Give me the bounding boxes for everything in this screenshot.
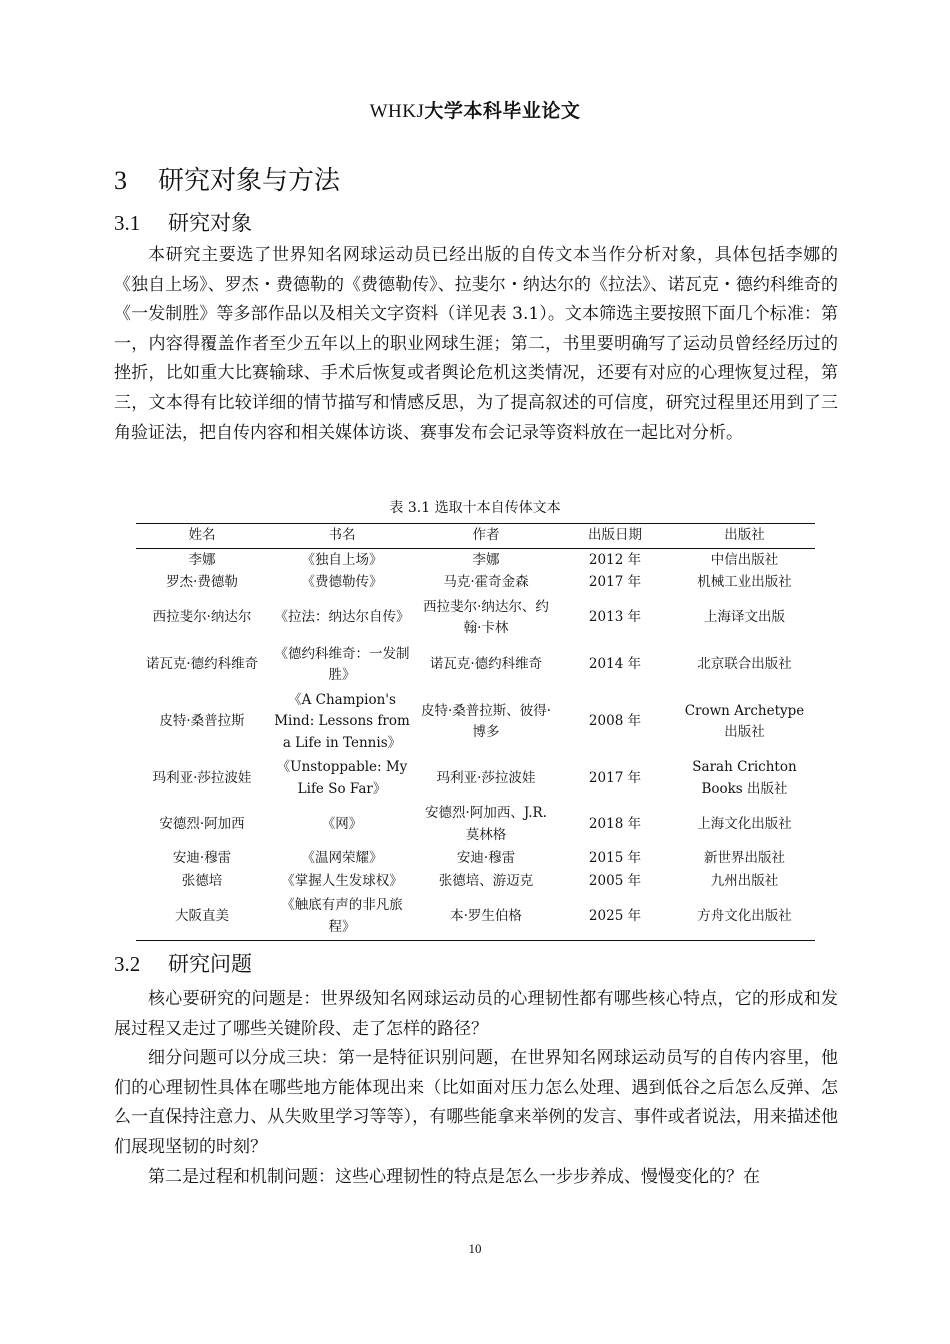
cell-book: 《温网荣耀》 xyxy=(301,850,383,867)
table-row xyxy=(136,848,815,871)
section-3-2-paragraph-1: 核心要研究的问题是：世界级知名网球运动员的心理韧性都有哪些核心特点，它的形成和发展过程又走过了哪些关键阶段、走了怎样的路径？ xyxy=(114,989,838,1039)
table-row xyxy=(136,802,815,848)
section-3-1-paragraph: 本研究主要选了世界知名网球运动员已经出版的自传文本当作分析对象，具体包括李娜的《独自上场》、罗杰・费德勒的《费德勒传》、拉斐尔・纳达尔的《拉法》、诺瓦克・德约科维奇的《一发制胜》等多部作品以及相关文字资料（详见表 3.1）。文本筛选主要按照下面几个标准：第一，内容得覆盖作者至少五年以上的职业网球生涯；第二，书里要明确写了运动员曾经经历过的挫折，比如重大比赛输球、手术后恢复或者舆论危机这类情况，还要有对应的心理恢复过程，第三，文本得有比较详细的情节描写和情感反思，为了提高叙述的可信度，研究过程里还用到了三角验证法，把自传内容和相关媒体访谈、赛事发布会记录等资料放在一起比对分析。 xyxy=(114,245,838,443)
cell-author: 马克·霍奇金森 xyxy=(443,574,529,591)
cell-date: 2008 年 xyxy=(588,713,642,730)
cell-name: 诺瓦克·德约科维奇 xyxy=(145,656,259,673)
cell-author: 皮特·桑普拉斯、彼得·博多 xyxy=(420,702,552,740)
cell-name: 西拉斐尔·纳达尔 xyxy=(152,609,252,626)
cell-publisher: 北京联合出版社 xyxy=(697,656,792,673)
cell-book: 《A Champion's Mind: Lessons from a Life in Tennis》 xyxy=(274,691,410,751)
cell-author: 本·罗生伯格 xyxy=(416,894,556,941)
header-title: 大学本科毕业论文 xyxy=(424,100,581,122)
cell-book: 《Unstoppable: My Life So Far》 xyxy=(276,759,408,797)
cell-publisher: 上海译文出版 xyxy=(704,609,785,626)
cell-name: 玛利亚·莎拉波娃 xyxy=(152,769,252,786)
header-date: 出版日期 xyxy=(556,524,674,549)
cell-name: 张德培 xyxy=(181,873,223,890)
cell-date: 2014 年 xyxy=(588,656,642,673)
header-book: 书名 xyxy=(268,524,416,549)
cell-author: 玛利亚·莎拉波娃 xyxy=(436,769,536,786)
table-row xyxy=(136,756,815,802)
cell-name: 李娜 xyxy=(188,551,216,568)
cell-date: 2018 年 xyxy=(588,815,642,832)
section-3-2-paragraph-3: 第二是过程和机制问题：这些心理韧性的特点是怎么一步步养成、慢慢变化的？在 xyxy=(148,1167,760,1187)
section-3-title: 研究对象与方法 xyxy=(158,166,341,196)
cell-publisher: 中信出版社 xyxy=(710,551,779,568)
cell-author: 西拉斐尔·纳达尔、约翰·卡林 xyxy=(423,598,549,636)
table-row xyxy=(136,642,815,689)
section-3-heading xyxy=(114,160,340,197)
cell-date: 2012 年 xyxy=(588,551,642,568)
cell-author: 李娜 xyxy=(472,551,500,568)
table-row xyxy=(136,572,815,595)
cell-author: 诺瓦克·德约科维奇 xyxy=(429,656,543,673)
cell-name: 皮特·桑普拉斯 xyxy=(159,713,245,730)
cell-book: 《德约科维奇：一发制胜》 xyxy=(274,645,410,683)
cell-book: 《独自上场》 xyxy=(301,551,383,568)
cell-date: 2015 年 xyxy=(588,850,642,867)
autobiography-table xyxy=(136,523,815,941)
table-row xyxy=(136,595,815,642)
cell-name: 安德烈·阿加西 xyxy=(159,815,245,832)
section-3-2-paragraph-2: 细分问题可以分成三块：第一是特征识别问题，在世界知名网球运动员写的自传内容里，他们的心理韧性具体在哪些地方能体现出来（比如面对压力怎么处理、遇到低谷之后怎么反弹、怎么一直保持注意力、从失败里学习等等），有哪些能拿来举例的发言、事件或者说法，用来描述他们展现坚韧的时刻？ xyxy=(114,1048,838,1157)
cell-book: 《拉法：纳达尔自传》 xyxy=(274,609,410,626)
cell-publisher: 上海文化出版社 xyxy=(697,815,792,832)
running-header xyxy=(0,96,950,123)
cell-book: 《掌握人生发球权》 xyxy=(281,873,403,890)
cell-name: 大阪直美 xyxy=(136,894,268,941)
table-row xyxy=(136,871,815,894)
cell-publisher: 方舟文化出版社 xyxy=(674,894,815,941)
cell-book: 《触底有声的非凡旅程》 xyxy=(268,894,416,941)
cell-publisher: 机械工业出版社 xyxy=(697,574,792,591)
cell-publisher: 新世界出版社 xyxy=(704,850,785,867)
cell-publisher: Crown Archetype 出版社 xyxy=(684,702,805,740)
header-name: 姓名 xyxy=(136,524,268,549)
cell-author: 张德培、游迈克 xyxy=(438,873,534,890)
cell-publisher: 九州出版社 xyxy=(710,873,779,890)
section-3-number: 3 xyxy=(114,166,127,195)
header-author: 作者 xyxy=(416,524,556,549)
cell-date: 2005 年 xyxy=(588,873,642,890)
cell-date: 2025 年 xyxy=(556,894,674,941)
section-3-1-number: 3.1 xyxy=(114,211,141,235)
cell-author: 安迪·穆雷 xyxy=(456,850,516,867)
header-publisher: 出版社 xyxy=(674,524,815,549)
cell-date: 2013 年 xyxy=(588,609,642,626)
cell-name: 罗杰·费德勒 xyxy=(166,574,238,591)
section-3-2-number: 3.2 xyxy=(114,952,141,976)
cell-book: 《网》 xyxy=(321,815,363,832)
table-row xyxy=(136,894,815,941)
page-number: 10 xyxy=(468,1241,482,1256)
table-header-row xyxy=(136,524,815,549)
table-row xyxy=(136,549,815,572)
cell-date: 2017 年 xyxy=(588,769,642,786)
header-latin: WHKJ xyxy=(369,101,425,122)
cell-publisher: Sarah Crichton Books 出版社 xyxy=(692,759,797,797)
section-3-1-heading xyxy=(114,207,252,237)
table-container xyxy=(136,523,815,941)
cell-book: 《费德勒传》 xyxy=(301,574,383,591)
cell-author: 安德烈·阿加西、J.R.莫林格 xyxy=(425,805,547,843)
cell-date: 2017 年 xyxy=(588,574,642,591)
section-3-2-heading xyxy=(114,948,252,978)
table-row xyxy=(136,689,815,756)
table-caption: 表 3.1 选取十本自传体文本 xyxy=(389,500,561,516)
section-3-1-title: 研究对象 xyxy=(168,211,252,235)
cell-name: 安迪·穆雷 xyxy=(172,850,232,867)
section-3-2-title: 研究问题 xyxy=(168,952,252,976)
